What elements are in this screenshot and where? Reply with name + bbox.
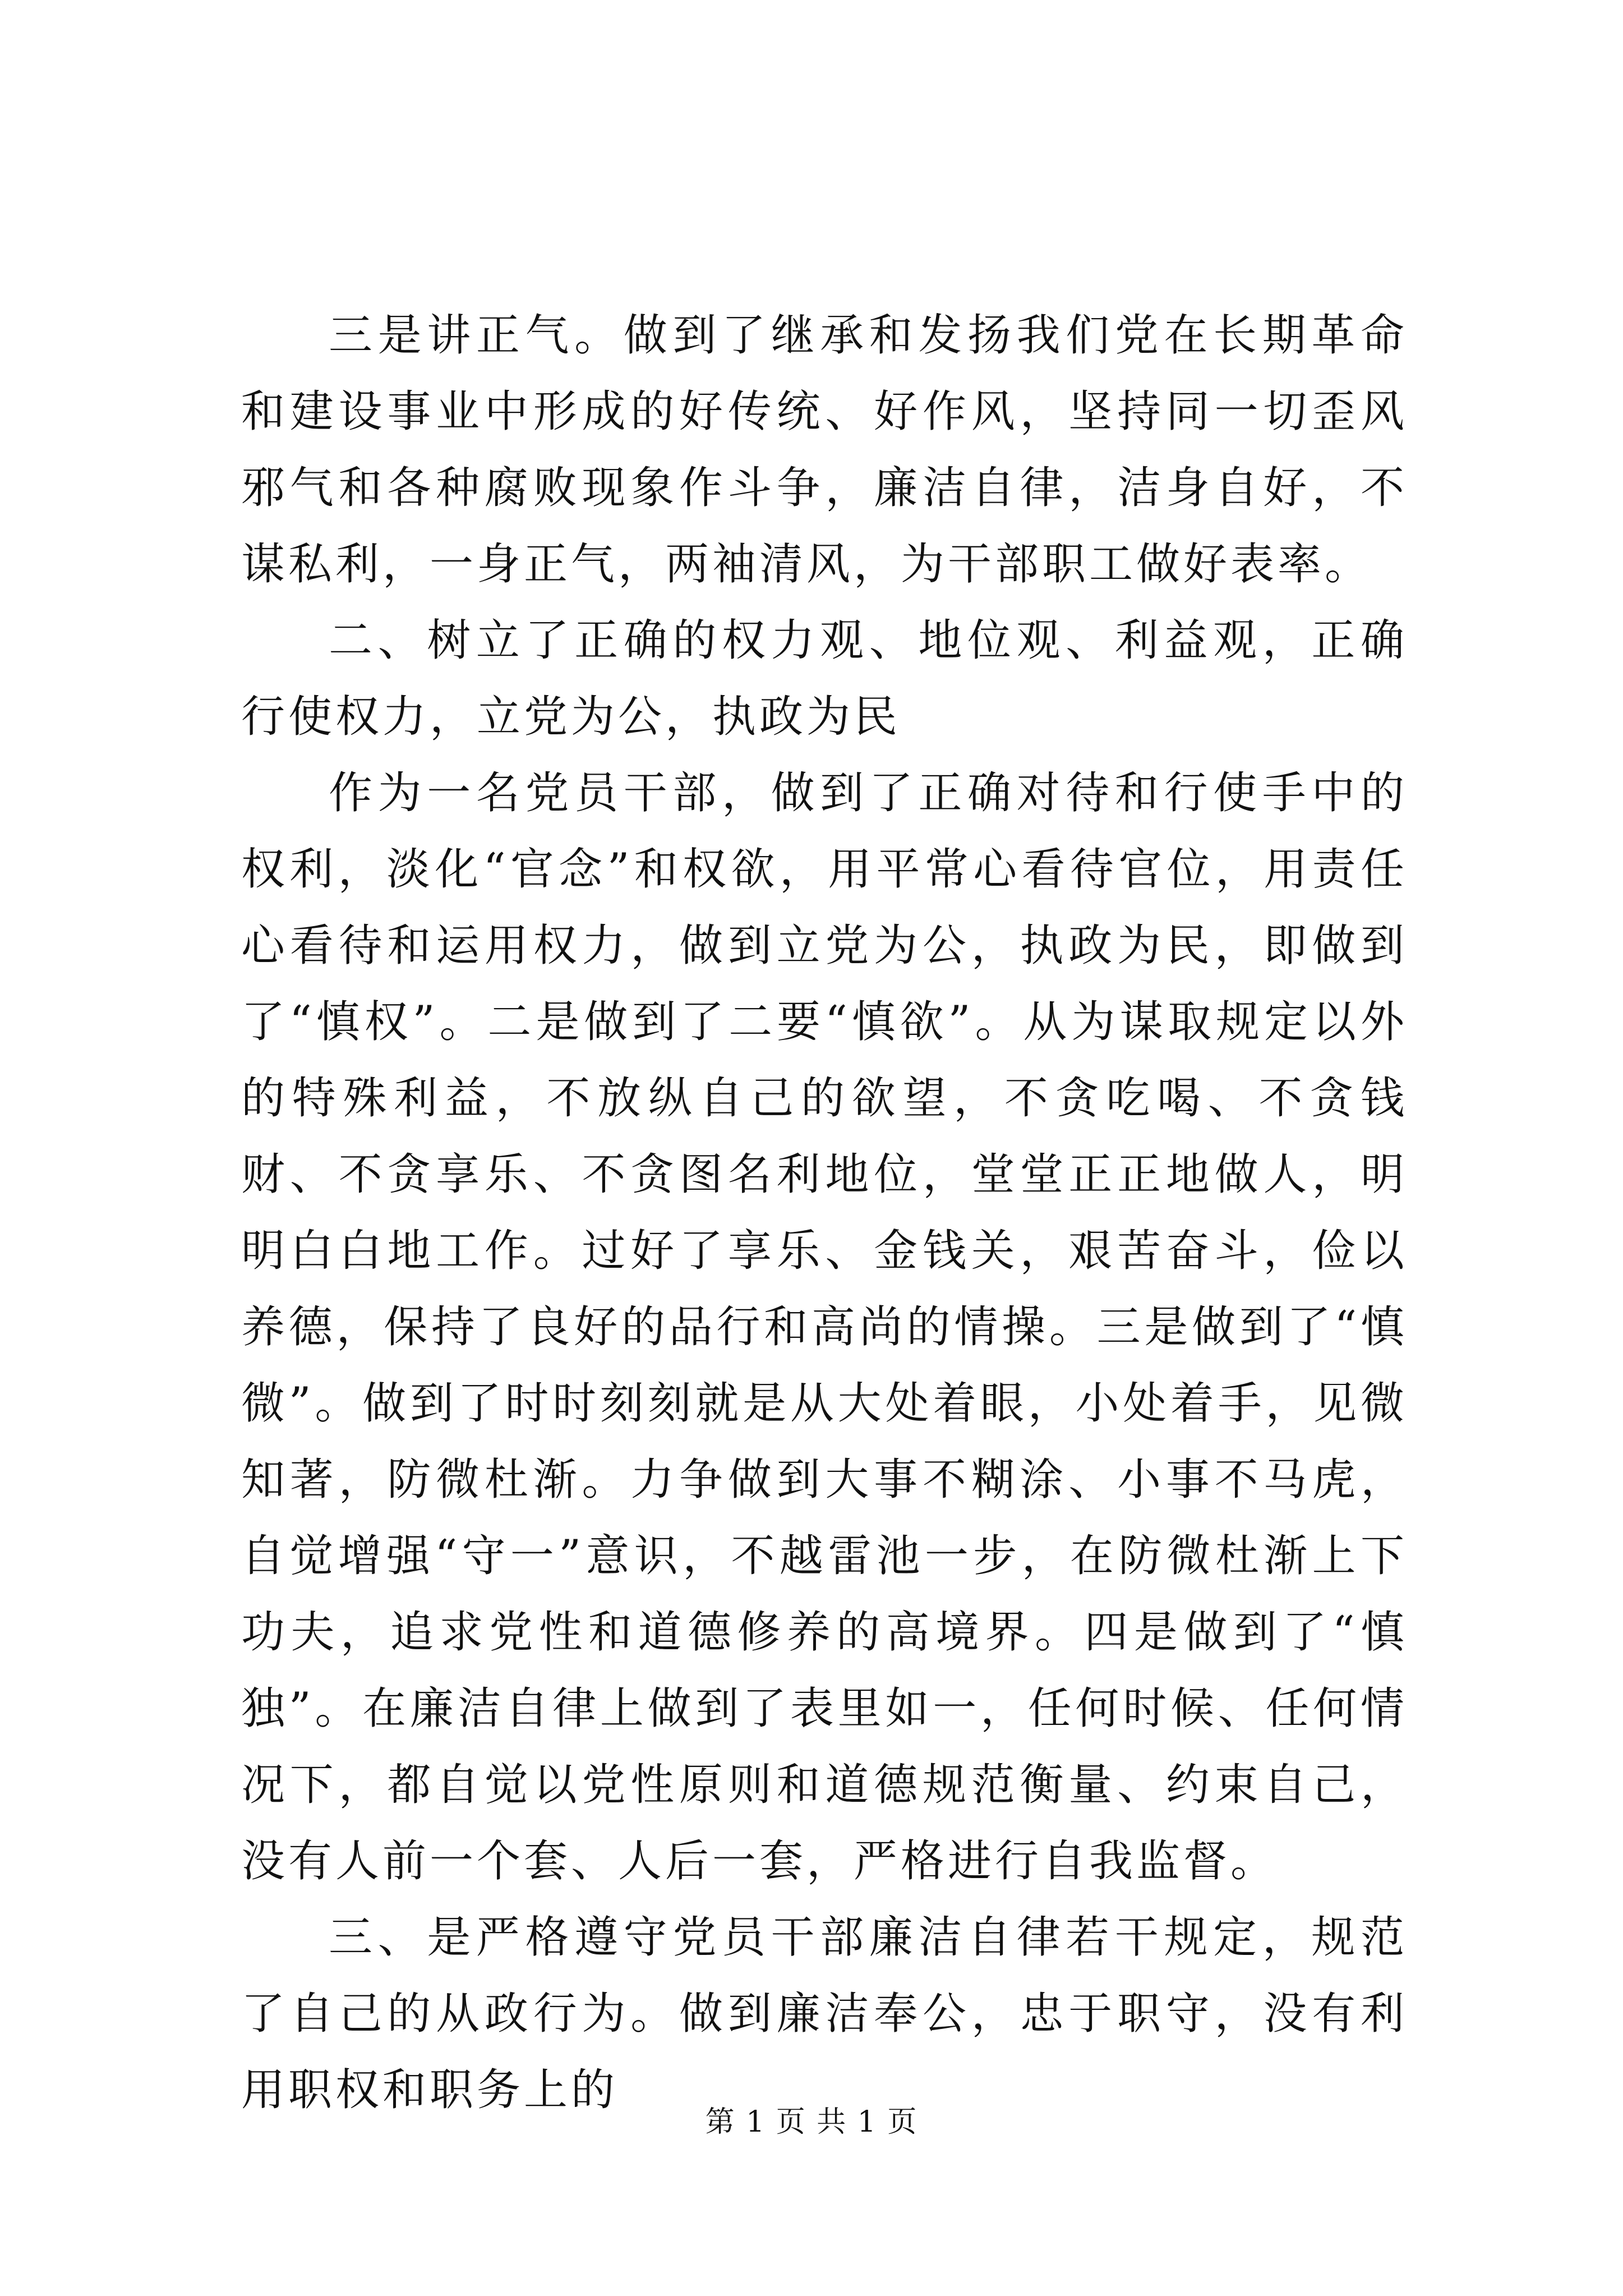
page-number-footer: 第 1 页 共 1 页 <box>705 2105 918 2139</box>
document-body <box>241 297 1408 2128</box>
section-heading-power-view: 二、树立了正确的权力观、地位观、利益观，正确行使权力，立党为公，执政为民 <box>241 615 1408 742</box>
section-heading-regulations: 三、是严格遵守党员干部廉洁自律若干规定，规范了自己的从政行为。做到廉洁奉公，忠于职守，没有利用职权和职务上的 <box>241 1912 1408 2115</box>
paragraph-integrity: 三是讲正气。做到了继承和发扬我们党在长期革命和建设事业中形成的好传统、好作风，坚持同一切歪风邪气和各种腐败现象作斗争，廉洁自律，洁身自好，不谋私利，一身正气，两袖清风，为干部职工做好表率。 <box>241 310 1408 590</box>
paragraph-four-cautions: 作为一名党员干部，做到了正确对待和行使手中的权利，淡化“官念”和权欲，用平常心看待官位，用责任心看待和运用权力，做到立党为公，执政为民，即做到了“慎权”。二是做到了二要“慎欲”。从为谋取规定以外的特殊利益，不放纵自己的欲望，不贪吃喝、不贪钱财、不贪享乐、不贪图名利地位，堂堂正正地做人，明明白白地工作。过好了享乐、金钱关，艰苦奋斗，俭以养德，保持了良好的品行和高尚的情操。三是做到了“慎微”。做到了时时刻刻就是从大处着眼，小处着手，见微知著，防微杜渐。力争做到大事不糊涂、小事不马虎，自觉增强“守一”意识，不越雷池一步，在防微杜渐上下功夫，追求党性和道德修养的高境界。四是做到了“慎独”。在廉洁自律上做到了表里如一，任何时候、任何情况下，都自觉以党性原则和道德规范衡量、约束自己，没有人前一个套、人后一套，严格进行自我监督。 <box>241 768 1408 1887</box>
